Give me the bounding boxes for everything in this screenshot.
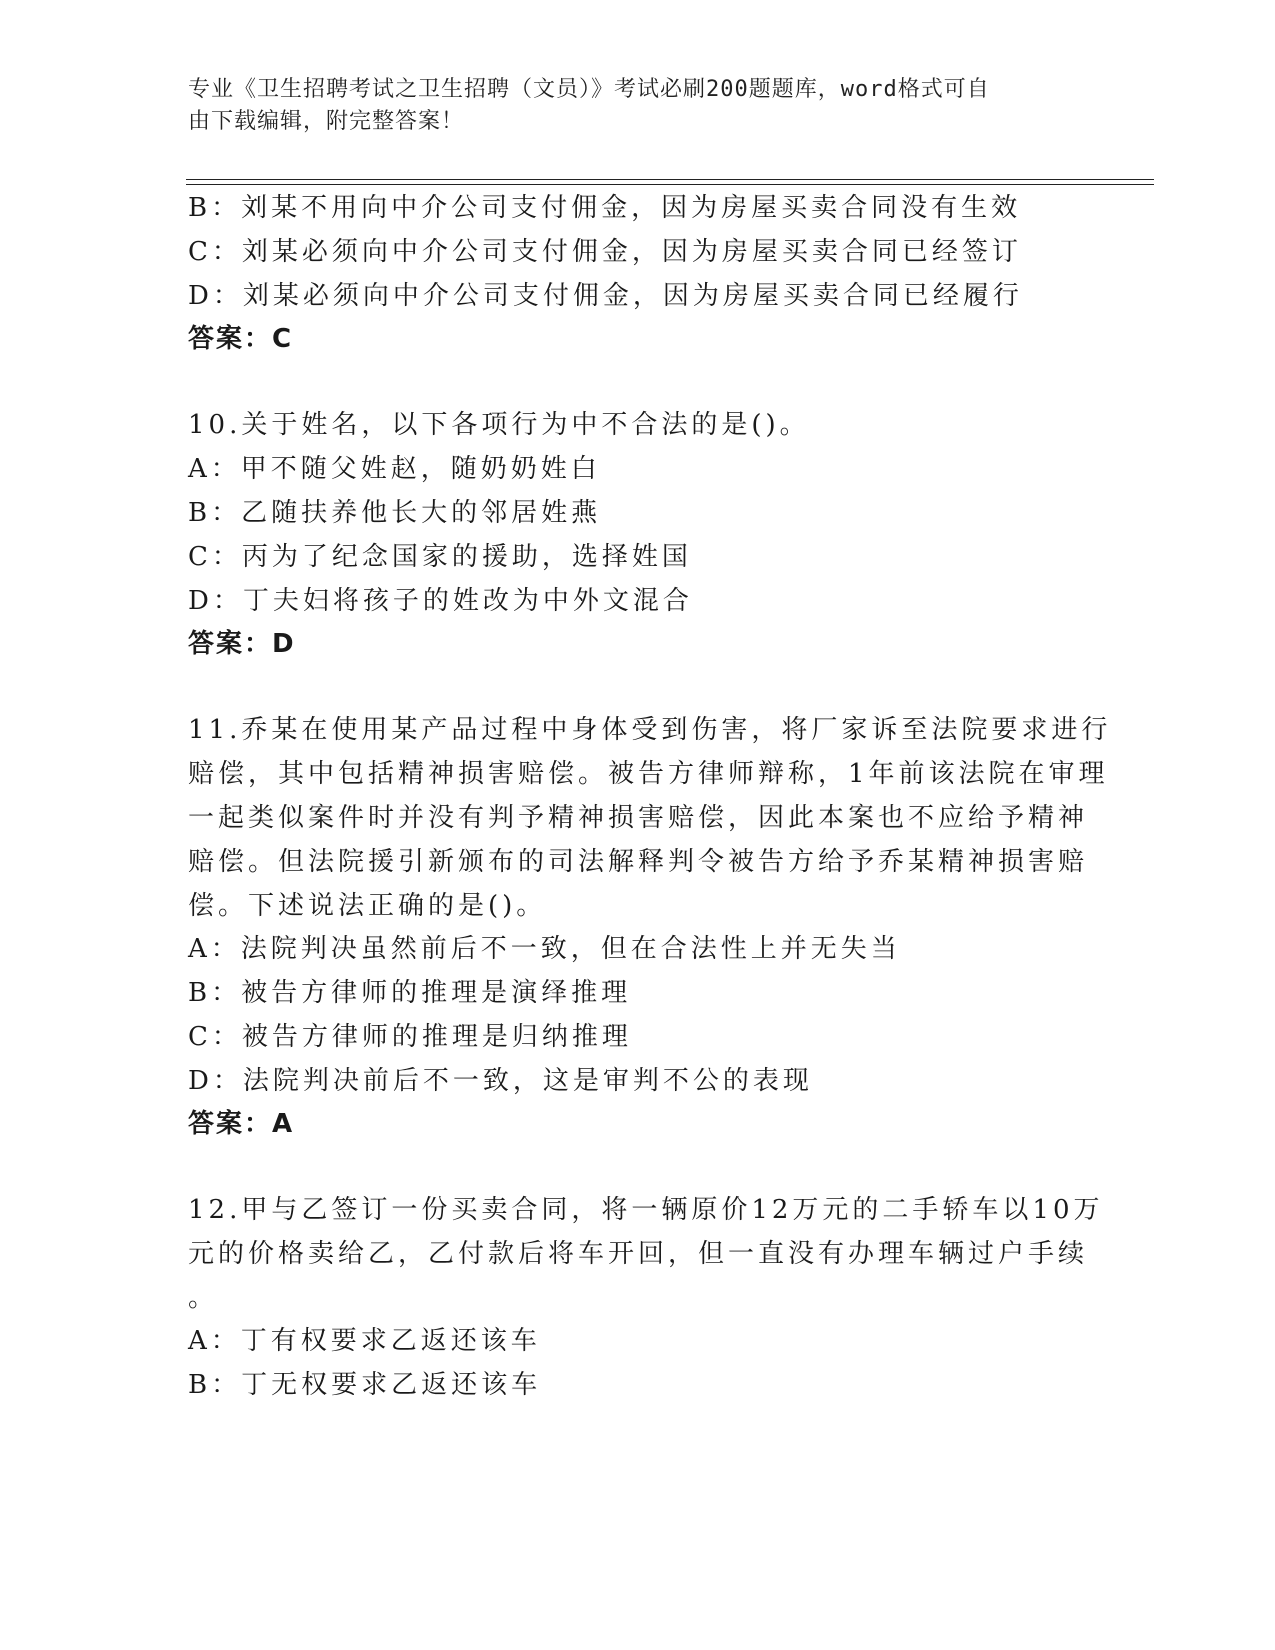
q12-option-b: B：丁无权要求乙返还该车: [188, 1370, 542, 1400]
q9-answer: 答案：C: [188, 324, 294, 354]
q11-option-b: B：被告方律师的推理是演绎推理: [188, 978, 632, 1008]
q9-option-b: B：刘某不用向中介公司支付佣金，因为房屋买卖合同没有生效: [188, 193, 1022, 223]
q11-stem-line-5: 偿。下述说法正确的是()。: [188, 891, 547, 921]
q12-stem-line-3: 。: [188, 1283, 219, 1313]
document-header: [188, 74, 1088, 138]
header-divider-top: [186, 179, 1154, 180]
q12-option-a: A：丁有权要求乙返还该车: [188, 1326, 541, 1356]
q11-option-a: A：法院判决虽然前后不一致，但在合法性上并无失当: [188, 934, 901, 964]
q10-option-d: D：丁夫妇将孩子的姓改为中外文混合: [188, 586, 693, 616]
q12-stem-line-2: 元的价格卖给乙，乙付款后将车开回，但一直没有办理车辆过户手续: [188, 1239, 1089, 1269]
q10-option-a: A：甲不随父姓赵，随奶奶姓白: [188, 454, 601, 484]
q10-option-b: B：乙随扶养他长大的邻居姓燕: [188, 498, 602, 528]
q11-option-c: C：被告方律师的推理是归纳推理: [188, 1022, 632, 1052]
header-line-1: 专业《卫生招聘考试之卫生招聘（文员）》考试必刷200题题库，word格式可自: [188, 77, 990, 102]
q12-stem-line-1: 12.甲与乙签订一份买卖合同，将一辆原价12万元的二手轿车以10万: [188, 1195, 1104, 1225]
q10-option-c: C：丙为了纪念国家的援助，选择姓国: [188, 542, 692, 572]
q11-stem-line-3: 一起类似案件时并没有判予精神损害赔偿，因此本案也不应给予精神: [188, 803, 1089, 833]
q11-answer: 答案：A: [188, 1109, 295, 1139]
q11-option-d: D：法院判决前后不一致，这是审判不公的表现: [188, 1066, 813, 1096]
q10-stem: 10.关于姓名，以下各项行为中不合法的是()。: [188, 410, 810, 440]
q10-answer: 答案：D: [188, 629, 296, 659]
q11-stem-line-4: 赔偿。但法院援引新颁布的司法解释判令被告方给予乔某精神损害赔: [188, 847, 1089, 877]
q9-option-c: C：刘某必须向中介公司支付佣金，因为房屋买卖合同已经签订: [188, 237, 1022, 267]
q11-stem-line-1: 11.乔某在使用某产品过程中身体受到伤害，将厂家诉至法院要求进行: [188, 715, 1112, 745]
q9-option-d: D：刘某必须向中介公司支付佣金，因为房屋买卖合同已经履行: [188, 281, 1023, 311]
header-line-2: 由下载编辑，附完整答案！: [188, 109, 465, 134]
q11-stem-line-2: 赔偿，其中包括精神损害赔偿。被告方律师辩称，1年前该法院在审理: [188, 759, 1109, 789]
header-divider-bottom: [186, 184, 1154, 185]
